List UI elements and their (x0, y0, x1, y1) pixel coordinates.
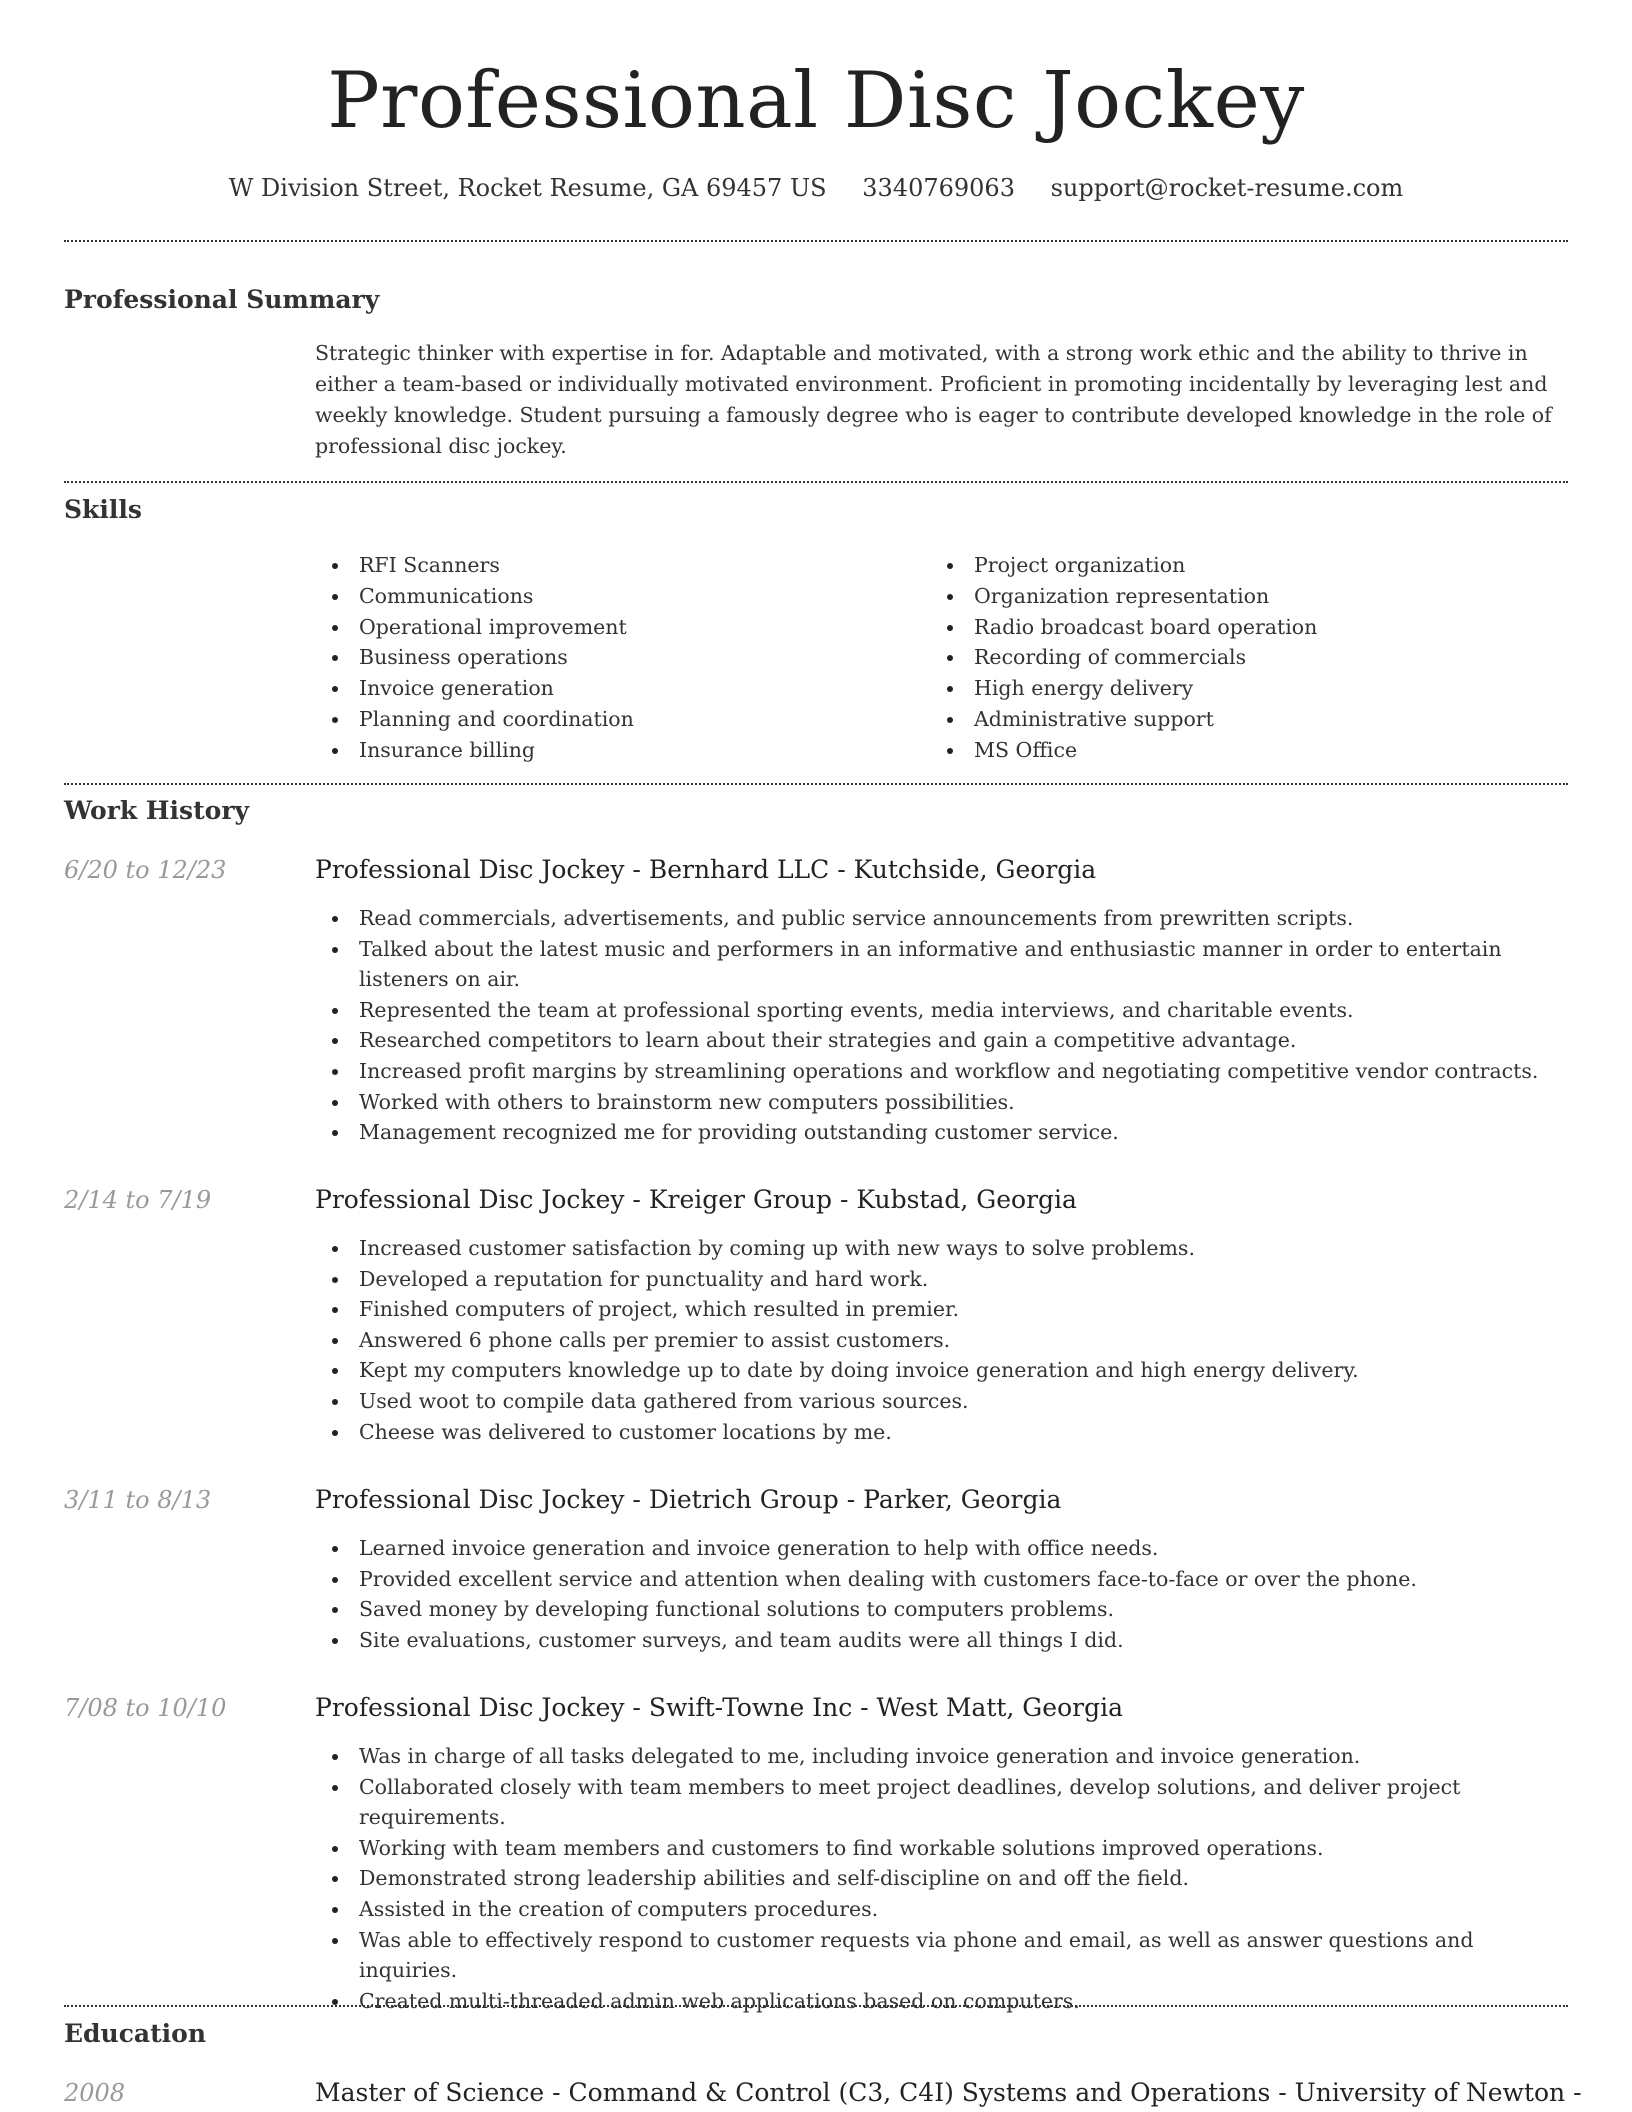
job-heading: Professional Disc Jockey - Swift-Towne Inc - West Matt, Georgia (315, 1693, 1123, 1722)
list-item: Kept my computers knowledge up to date by doing invoice generation and high energy delivery. (315, 1355, 1568, 1386)
skill-item: Administrative support (930, 704, 1317, 735)
list-item: Increased customer satisfaction by coming up with new ways to solve problems. (315, 1233, 1568, 1264)
skill-item: Planning and coordination (315, 704, 634, 735)
list-item: Used woot to compile data gathered from various sources. (315, 1386, 1568, 1417)
work-history-heading: Work History (64, 796, 250, 825)
education-date: 2008 (64, 2079, 126, 2107)
education-heading-line: Master of Science - Command & Control (C3, C4I) Systems and Operations - University of Newton - (315, 2078, 1582, 2107)
list-item: Cheese was delivered to customer locations by me. (315, 1417, 1568, 1448)
job-bullets (315, 1233, 1568, 1447)
skill-item: Recording of commercials (930, 642, 1317, 673)
phone: 3340769063 (862, 174, 1015, 202)
job-bullets (315, 1533, 1568, 1655)
skills-column-right (930, 550, 1317, 766)
list-item: Demonstrated strong leadership abilities and self-discipline on and off the field. (315, 1863, 1568, 1894)
job-heading: Professional Disc Jockey - Kreiger Group - Kubstad, Georgia (315, 1185, 1077, 1214)
job-heading: Professional Disc Jockey - Bernhard LLC - Kutchside, Georgia (315, 855, 1097, 884)
list-item: Management recognized me for providing outstanding customer service. (315, 1117, 1568, 1148)
list-item: Finished computers of project, which resulted in premier. (315, 1294, 1568, 1325)
list-item: Worked with others to brainstorm new computers possibilities. (315, 1087, 1568, 1118)
list-item: Site evaluations, customer surveys, and team audits were all things I did. (315, 1625, 1568, 1656)
skill-item: Communications (315, 581, 634, 612)
job-bullets (315, 1741, 1568, 2016)
list-item: Provided excellent service and attention when dealing with customers face-to-face or over the phone. (315, 1564, 1568, 1595)
list-item: Represented the team at professional sporting events, media interviews, and charitable events. (315, 995, 1568, 1026)
resume-name: Professional Disc Jockey (327, 56, 1305, 146)
list-item: Developed a reputation for punctuality and hard work. (315, 1264, 1568, 1295)
skill-item: Insurance billing (315, 735, 634, 766)
skill-item: Radio broadcast board operation (930, 612, 1317, 643)
skills-column-left (315, 550, 634, 766)
skill-item: Invoice generation (315, 673, 634, 704)
summary-heading: Professional Summary (64, 285, 380, 314)
job-date: 2/14 to 7/19 (64, 1186, 212, 1214)
skills-heading: Skills (64, 495, 142, 524)
list-item: Saved money by developing functional solutions to computers problems. (315, 1594, 1568, 1625)
contact-line (64, 170, 1568, 206)
education-heading: Education (64, 2019, 207, 2048)
skill-item: High energy delivery (930, 673, 1317, 704)
divider (64, 783, 1568, 785)
divider (64, 240, 1568, 242)
list-item: Assisted in the creation of computers procedures. (315, 1894, 1568, 1925)
skill-item: Organization representation (930, 581, 1317, 612)
list-item: Read commercials, advertisements, and public service announcements from prewritten scripts. (315, 903, 1568, 934)
list-item: Learned invoice generation and invoice generation to help with office needs. (315, 1533, 1568, 1564)
list-item: Increased profit margins by streamlining operations and workflow and negotiating competitive vendor contracts. (315, 1056, 1568, 1087)
skill-item: Project organization (930, 550, 1317, 581)
list-item: Answered 6 phone calls per premier to assist customers. (315, 1325, 1568, 1356)
job-bullets (315, 903, 1568, 1148)
divider (64, 481, 1568, 483)
list-item: Researched competitors to learn about their strategies and gain a competitive advantage. (315, 1025, 1568, 1056)
skills-list (315, 550, 1568, 770)
address: W Division Street, Rocket Resume, GA 69457 US (228, 174, 827, 202)
skill-item: Business operations (315, 642, 634, 673)
skill-item: Operational improvement (315, 612, 634, 643)
skill-item: MS Office (930, 735, 1317, 766)
email-link[interactable]: support@rocket-resume.com (1050, 174, 1404, 202)
list-item: Was able to effectively respond to customer requests via phone and email, as well as answer questions and inquiries. (315, 1925, 1568, 1986)
job-date: 3/11 to 8/13 (64, 1486, 212, 1514)
divider (64, 2005, 1568, 2007)
job-heading: Professional Disc Jockey - Dietrich Group - Parker, Georgia (315, 1485, 1062, 1514)
skill-item: RFI Scanners (315, 550, 634, 581)
list-item: Was in charge of all tasks delegated to me, including invoice generation and invoice generation. (315, 1741, 1568, 1772)
job-date: 7/08 to 10/10 (64, 1694, 227, 1722)
list-item: Collaborated closely with team members to meet project deadlines, develop solutions, and deliver project requirements. (315, 1772, 1568, 1833)
job-date: 6/20 to 12/23 (64, 856, 227, 884)
summary-text: Strategic thinker with expertise in for. Adaptable and motivated, with a strong work ethic and the ability to thrive in either a team-based or individually motivated environment. Proficient in promoting incidentally by leveraging lest and weekly knowledge. Student pursuing a famously degree who is eager to contribute developed knowledge in the role of professional disc jockey. (315, 341, 1552, 458)
list-item: Working with team members and customers to find workable solutions improved operations. (315, 1833, 1568, 1864)
list-item: Created multi-threaded admin web applications based on computers. (315, 1986, 1568, 2017)
resume-page (64, 0, 1582, 2112)
list-item: Talked about the latest music and performers in an informative and enthusiastic manner in order to entertain listeners on air. (315, 934, 1568, 995)
